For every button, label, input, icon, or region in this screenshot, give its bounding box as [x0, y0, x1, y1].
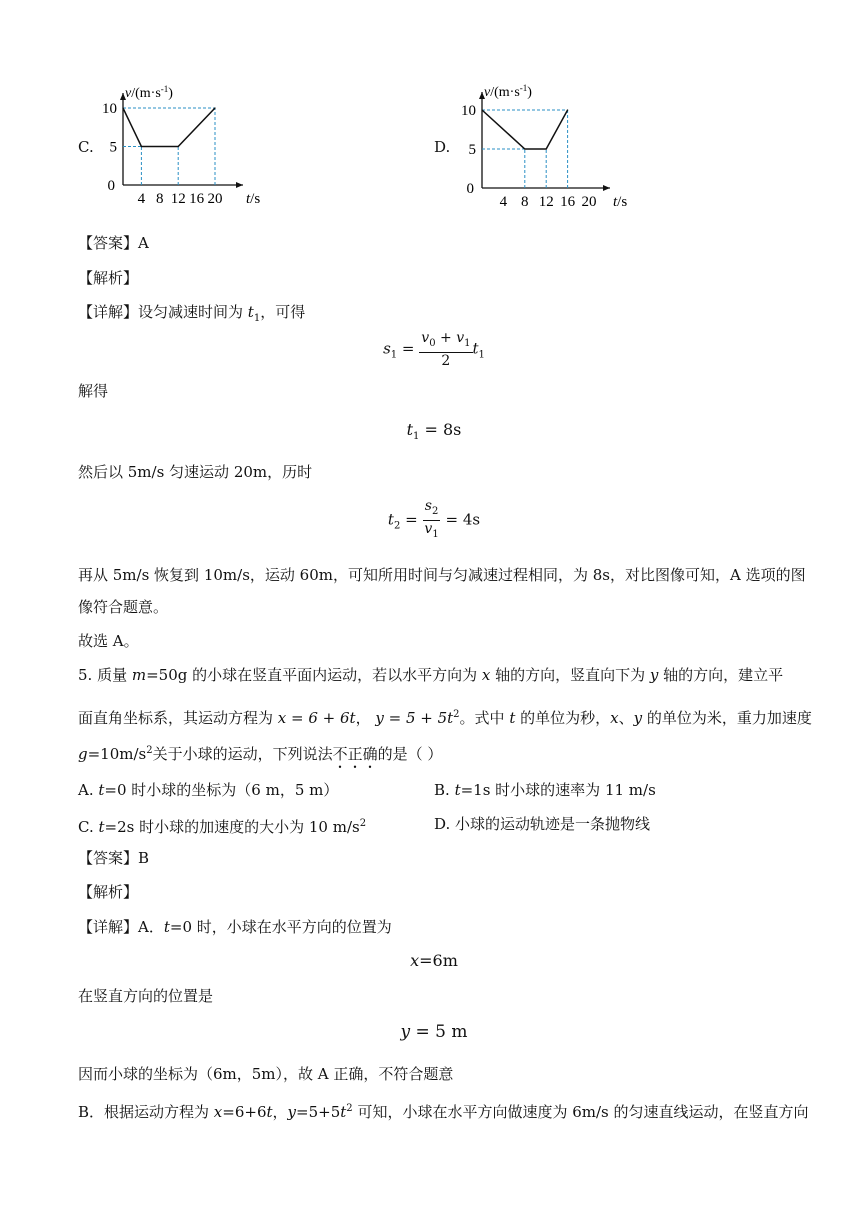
velocity-line	[482, 110, 568, 149]
origin-label: 0	[107, 178, 115, 194]
q5-option-b-detail: B．根据运动方程为 x=6+6t，$y=5+5t^2$ 可知，小球在水平方向做速度为 6m/s 的匀速直线运动，在竖直方向	[78, 1103, 809, 1121]
q4-answer: 【答案】A	[78, 234, 149, 252]
q4-detail: 【详解】设匀减速时间为 $t_1$，可得	[78, 303, 306, 324]
q4-equation-2: $t_1 = 8s$	[406, 420, 462, 443]
option-d-label: D.	[434, 138, 451, 156]
q4-paragraph-2: 像符合题意。	[78, 598, 169, 616]
q5-analysis: 【解析】	[78, 883, 139, 901]
q5-equation-y: y = 5 m	[400, 1022, 468, 1042]
q5-answer: 【答案】B	[78, 849, 150, 867]
x-tick-label-20: 20	[207, 191, 223, 207]
x-tick-label-16: 16	[189, 191, 205, 207]
x-tick-label-8: 8	[156, 191, 164, 207]
q5-option-d: D. 小球的运动轨迹是一条抛物线	[434, 815, 651, 833]
q4-paragraph-1: 再从 5m/s 恢复到 10m/s，运动 60m，可知所用时间与匀减速过程相同，为 8s，对比图像可知，A 选项的图	[78, 566, 806, 584]
x-tick-label-8: 8	[521, 194, 529, 210]
q4-choice: 故选 A。	[78, 632, 139, 650]
q5-detail: 【详解】A．t=0 时，小球在水平方向的位置为	[78, 918, 392, 936]
y-tick-label-5: 5	[109, 139, 117, 156]
chart-d	[455, 80, 630, 215]
q5-option-a: A. t=0 时小球的坐标为（6 m，5 m）	[78, 781, 339, 799]
option-c-label: C.	[78, 138, 94, 156]
q4-equation-3: $t_2$ = $\frac{s_2}{v_1}$ = 4s	[387, 498, 481, 540]
x-axis-arrow	[603, 185, 610, 191]
q5-option-b: B. t=1s 时小球的速率为 11 m/s	[434, 781, 656, 799]
q5-coordinate: 因而小球的坐标为（6m，5m），故 A 正确，不符合题意	[78, 1065, 454, 1083]
q4-then: 然后以 5m/s 匀速运动 20m，历时	[78, 463, 313, 481]
q4-solve-label: 解得	[78, 382, 109, 400]
q5-vertical: 在竖直方向的位置是	[78, 987, 214, 1005]
y-axis-label: $v/(m\cdot s^{-1})$	[125, 84, 173, 101]
q5-equation-x: x=6m	[410, 951, 458, 970]
y-tick-label-5: 5	[468, 142, 476, 158]
x-tick-label-16: 16	[560, 194, 576, 210]
x-axis-label: t/s	[613, 194, 628, 210]
y-tick-label-10: 10	[461, 103, 476, 119]
data-point-2	[546, 148, 547, 149]
emphasis-not-correct: 不正确	[332, 745, 378, 763]
data-point-1	[141, 146, 142, 147]
q5-stem-line-3: $g=10m/s^2$关于小球的运动，下列说法不正确的是（ ）	[78, 745, 443, 763]
data-point-3	[567, 109, 568, 110]
y-tick-label-10: 10	[102, 101, 117, 117]
data-point-2	[178, 146, 179, 147]
data-point-1	[524, 148, 525, 149]
origin-label: 0	[466, 181, 474, 197]
data-point-3	[214, 107, 215, 108]
x-tick-label-12: 12	[170, 191, 186, 207]
data-point-0	[122, 107, 123, 108]
q5-stem-line-2: 面直角坐标系，其运动方程为 x = 6 + 6t， $y = 5 + 5t^2$。式中 t 的单位为秒，x、y 的单位为米，重力加速度	[78, 709, 812, 727]
x-axis-label: t/s	[246, 191, 261, 207]
x-tick-label-4: 4	[137, 191, 146, 207]
q5-option-c: C. t=2s 时小球的加速度的大小为 10 $m/s^2$	[78, 818, 367, 836]
x-tick-label-20: 20	[581, 194, 597, 210]
y-axis-label: $v/(m\cdot s^{-1})$	[484, 83, 532, 100]
x-axis-arrow	[236, 182, 243, 188]
q5-stem-line-1: 5. 质量 m=50g 的小球在竖直平面内运动，若以水平方向为 x 轴的方向，竖直向下为 y 轴的方向，建立平	[78, 666, 784, 684]
q4-analysis: 【解析】	[78, 269, 139, 287]
data-point-0	[481, 109, 482, 110]
x-tick-label-12: 12	[538, 194, 554, 210]
x-tick-label-4: 4	[499, 194, 508, 210]
q4-equation-1: $s_1$ = $\frac{v_0 + v_1}{2}$ $t_1$	[383, 330, 485, 369]
velocity-line	[123, 108, 215, 147]
chart-c	[96, 80, 266, 210]
